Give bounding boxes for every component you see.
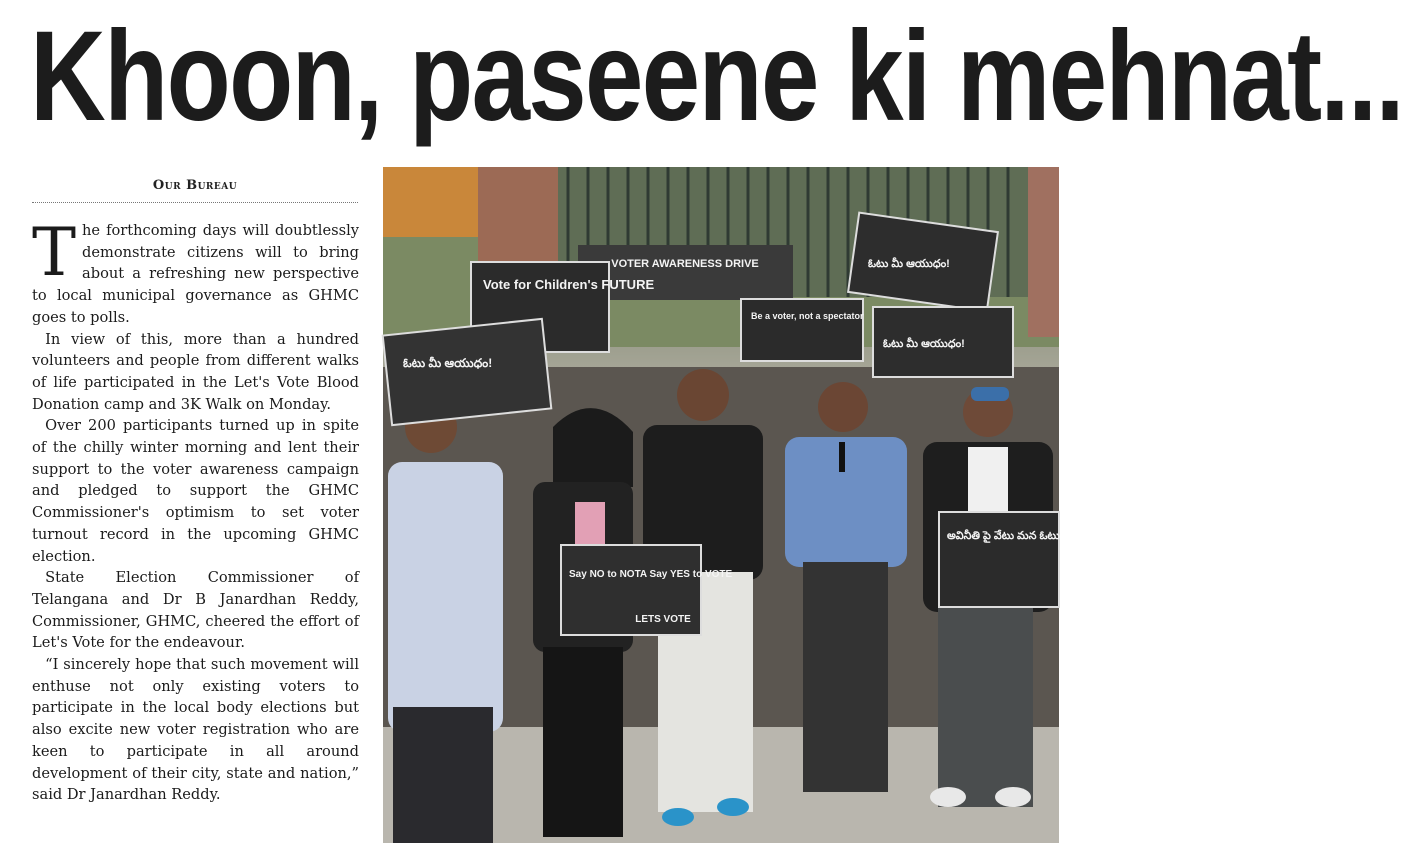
microphone: [839, 442, 845, 472]
brick-pillar-right: [1028, 167, 1059, 337]
placard-telugu-mid-text: ఓటు మీ ఆయుధం!: [883, 338, 965, 350]
headline: Khoon, paseene ki mehnat...: [30, 5, 1403, 148]
article-paragraph-3: Over 200 participants turned up in spite of the chilly winter morning and lent their support to the voter awareness campaign and pledged to support the GHMC Commissioner's optimism to set voter turnout record in the upcoming GHMC election.: [32, 417, 359, 565]
article-paragraph-4: State Election Commissioner of Telangana and Dr B Janardhan Reddy, Commissioner, GHMC, cheered the effort of Let's Vote for the endeavour.: [32, 569, 359, 652]
placard-corruption-vote: [939, 512, 1060, 607]
placard-telugu-left-text: ఓటు మీ ఆయుధం!: [403, 356, 493, 370]
placard-telugu-top-text: ఓటు మీ ఆయుధం!: [868, 258, 950, 270]
article-paragraph-2: In view of this, more than a hundred volunteers and people from different walks of life participated in the Let's Vote Blood Donation camp and 3K Walk on Monday.: [32, 330, 359, 413]
article-paragraph-1: The forthcoming days will doubtlessly demonstrate citizens will to bring about a refreshing new perspective to local municipal governance as GHMC goes to polls.: [32, 214, 359, 326]
placard-nota-text: Say NO to NOTA Say YES to VOTE: [569, 569, 733, 580]
placard-voter-spectator: [741, 299, 864, 361]
article-body: [32, 214, 359, 806]
placard-logo-text: LETS VOTE: [635, 614, 691, 625]
byline-divider: [32, 202, 358, 203]
news-photo: [383, 167, 1059, 843]
placard-telugu-mid: [873, 307, 1013, 377]
person-left: [388, 401, 503, 843]
photo-illustration: [383, 167, 1059, 843]
banner-text: VOTER AWARENESS DRIVE: [611, 258, 759, 270]
placard-children-text: Vote for Children's FUTURE: [483, 277, 655, 292]
placard-voter-text: Be a voter, not a spectator: [751, 311, 864, 321]
byline: Our Bureau: [152, 178, 238, 193]
placard-corruption-text: అవినీతి పై వేటు మన ఓటు: [947, 530, 1060, 542]
drop-cap: T: [32, 214, 77, 291]
placard-telugu-left: [383, 319, 552, 425]
roof-awning: [383, 167, 478, 237]
article-paragraph-5: “I sincerely hope that such movement will enthuse not only existing voters to participate in the local body elections but also excite new voter registration who are keen to participate in all around development of their city, state and nation,” said Dr Janardhan Reddy.: [32, 656, 359, 804]
